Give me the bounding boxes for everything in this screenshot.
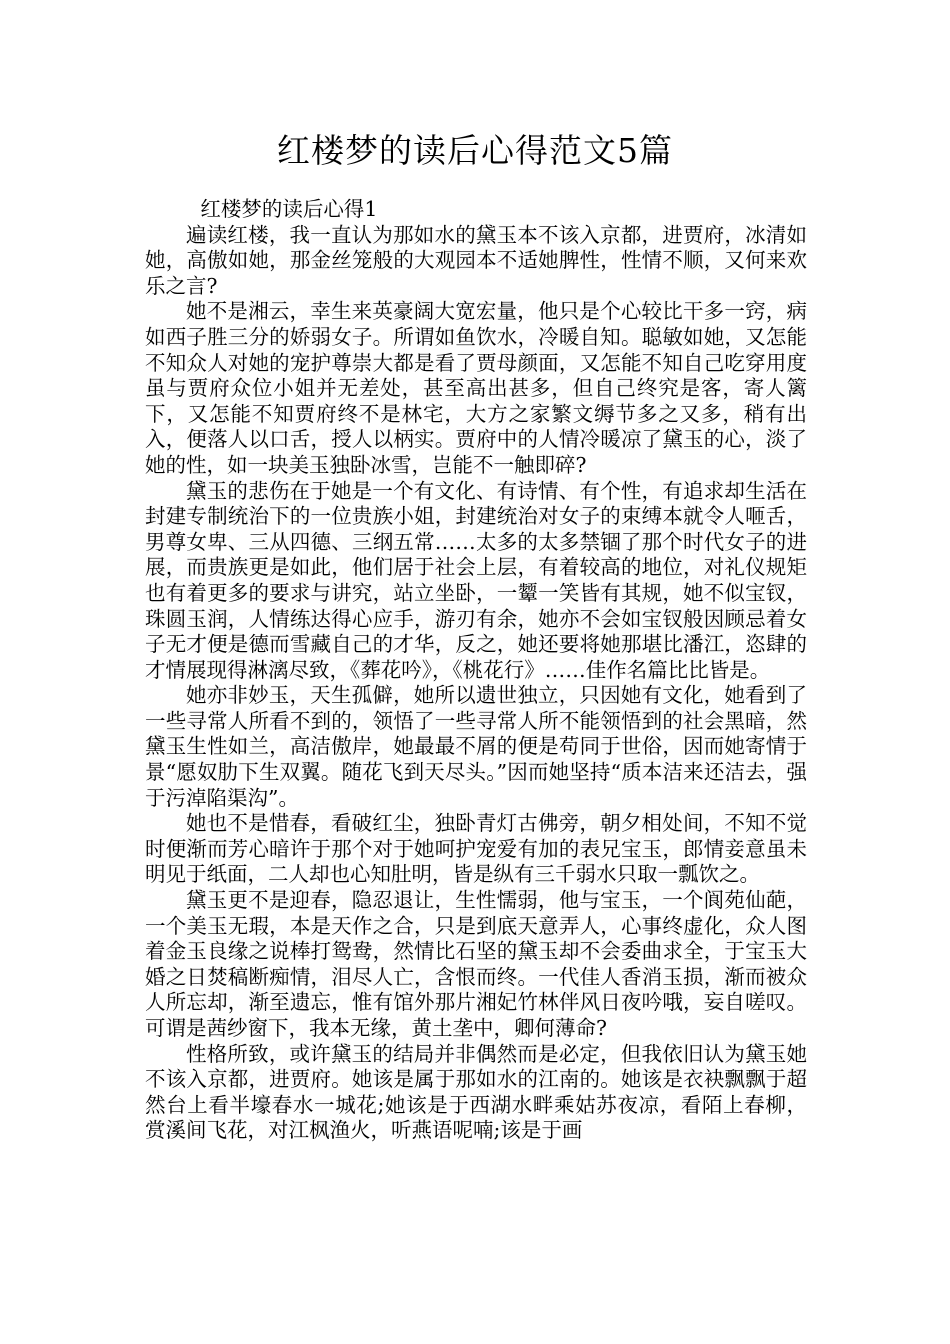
document-body — [145, 197, 807, 1144]
section-heading: 红楼梦的读后心得1 — [200, 197, 378, 221]
paragraph: 性格所致，或许黛玉的结局并非偶然而是必定，但我依旧认为黛玉她不该入京都，进贾府。她该是属于那如水的江南的。她该是衣袂飘飘于超然台上看半壕春水一城花;她该是于西湖水畔乘姑苏夜凉，看陌上春柳，赏溪间飞花，对江枫渔火，听燕语呢喃;该是于画 — [145, 1041, 807, 1143]
paragraph: 黛玉更不是迎春，隐忍退让，生性懦弱，他与宝玉，一个阆苑仙葩，一个美玉无瑕，本是天作之合，只是到底天意弄人，心事终虚化，众人图着金玉良缘之说棒打鸳鸯，然情比石坚的黛玉却不会委曲求全，于宝玉大婚之日焚稿断痴情，泪尽人亡，含恨而终。一代佳人香消玉损，渐而被众人所忘却，渐至遗忘，惟有馆外那片湘妃竹林伴风日夜吟哦，妄自嗟叹。可谓是茜纱窗下，我本无缘，黄土垄中，卿何薄命? — [145, 888, 807, 1040]
paragraph: 她也不是惜春，看破红尘，独卧青灯古佛旁，朝夕相处间，不知不觉时便渐而芳心暗许于那个对于她呵护宠爱有加的表兄宝玉，郎情妾意虽未明见于纸面，二人却也心知肚明，皆是纵有三千弱水只取一瓢饮之。 — [145, 811, 807, 887]
document-title: 红楼梦的读后心得范文5篇 — [277, 131, 673, 170]
paragraph: 遍读红楼，我一直认为那如水的黛玉本不该入京都，进贾府，冰清如她，高傲如她，那金丝笼般的大观园本不适她脾性，性情不顺，又何来欢乐之言? — [145, 222, 807, 298]
paragraph: 黛玉的悲伤在于她是一个有文化、有诗情、有个性，有追求却生活在封建专制统治下的一位贵族小姐，封建统治对女子的束缚本就令人咂舌，男尊女卑、三从四德、三纲五常……太多的太多禁锢了那个时代女子的进展，而贵族更是如此，他们居于社会上层，有着较高的地位，对礼仪规矩也有着更多的要求与讲究，站立坐卧，一颦一笑皆有其规，她不似宝钗，珠圆玉润，人情练达得心应手，游刃有余，她亦不会如宝钗般因顾忌着女子无才便是德而雪藏自己的才华，反之，她还要将她那堪比潘江，恣肆的才情展现得淋漓尽致，《葬花吟》，《桃花行》……佳作名篇比比皆是。 — [145, 478, 807, 682]
paragraph: 她亦非妙玉，天生孤僻，她所以遗世独立，只因她有文化，她看到了一些寻常人所看不到的，领悟了一些寻常人所不能领悟到的社会黑暗，然黛玉生性如兰，高洁傲岸，她最最不屑的便是苟同于世俗，因而她寄情于景“愿奴肋下生双翼。随花飞到天尽头。”因而她坚持“质本洁来还洁去，强于污淖陷渠沟”。 — [145, 683, 807, 810]
paragraph: 她不是湘云，幸生来英豪阔大宽宏量，他只是个心较比干多一窍，病如西子胜三分的娇弱女子。所谓如鱼饮水，冷暖自知。聪敏如她，又怎能不知众人对她的宠护尊崇大都是看了贾母颜面，又怎能不知自己吃穿用度虽与贾府众位小姐并无差处，甚至高出甚多，但自己终究是客，寄人篱下，又怎能不知贾府终不是林宅，大方之家繁文缛节多之又多，稍有出入，便落人以口舌，授人以柄实。贾府中的人情冷暖凉了黛玉的心，淡了她的性，如一块美玉独卧冰雪，岂能不一触即碎? — [145, 299, 807, 477]
